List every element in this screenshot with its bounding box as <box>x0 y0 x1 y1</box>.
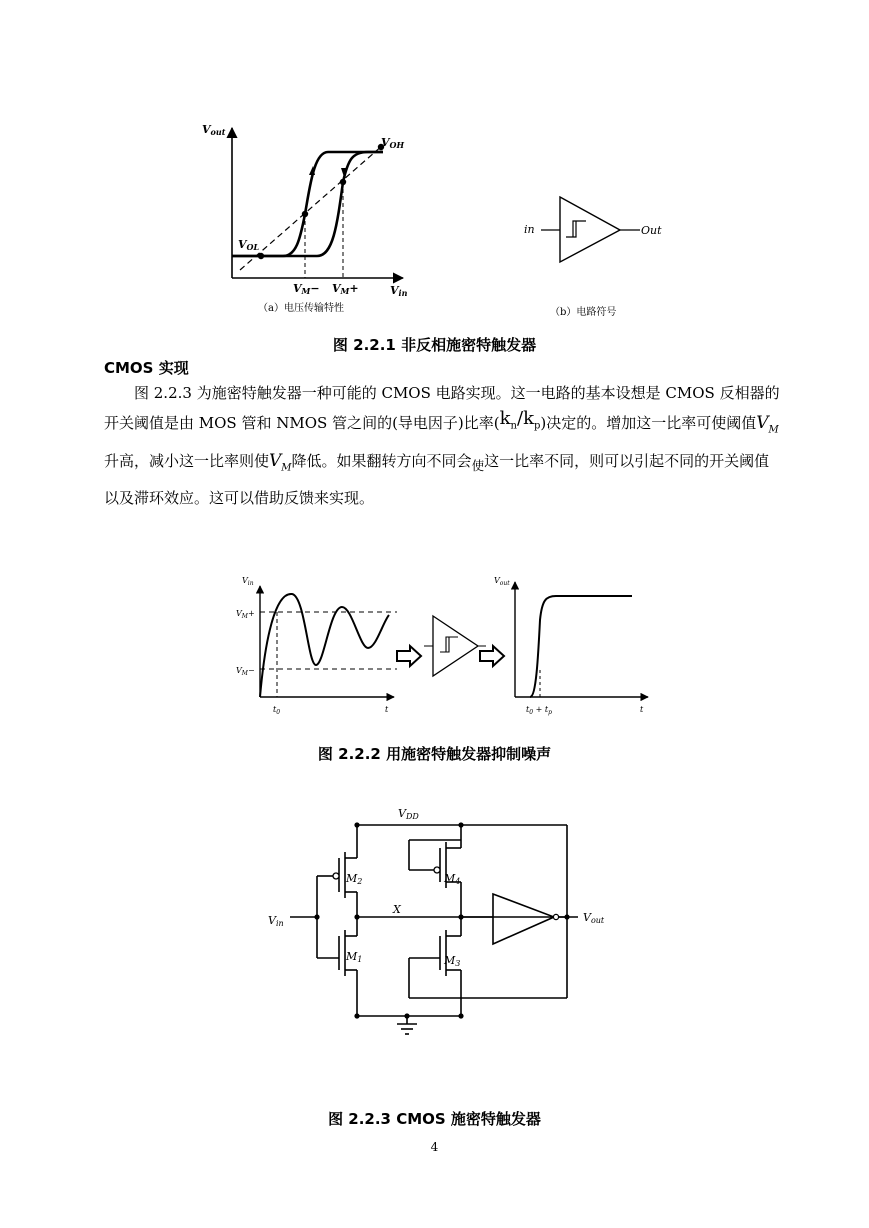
svg-text:VM+: $V_M+$ <box>236 609 255 620</box>
vol-label: V <box>238 238 247 251</box>
svg-text:M1: M1 <box>346 950 363 964</box>
figure-1-caption: 图 2.2.1 非反相施密特触发器 <box>332 336 537 354</box>
subcaption-a: （a）电压传输特性 <box>258 303 344 314</box>
dashed-line <box>240 145 383 270</box>
svg-text:VM−: $V_M-$ <box>236 666 255 677</box>
svg-text:Vout: Vout <box>202 123 226 137</box>
vout-clean-signal <box>530 596 632 697</box>
arrow-icon-2 <box>480 646 504 666</box>
figure-cmos-schmitt <box>0 795 869 1035</box>
symbol-out-label: Out <box>641 224 662 237</box>
hysteresis-icon <box>566 221 586 237</box>
symbol-in-label: in <box>524 223 535 236</box>
m3-label: M <box>444 954 456 967</box>
figure-noise-suppression <box>0 560 869 730</box>
m1-label: M <box>346 950 358 963</box>
svg-text:Vout: Vout <box>583 911 605 925</box>
vm-minus-label: V <box>293 282 302 295</box>
vout-label: V <box>202 123 211 136</box>
svg-text:t: t <box>385 705 389 714</box>
svg-text:VDD: VDD <box>398 807 419 821</box>
svg-text:VOH: VOH <box>381 136 405 150</box>
vm-plus-label: V <box>332 282 341 295</box>
curve-low <box>232 152 383 256</box>
svg-text:VOL: VOL <box>238 238 260 252</box>
figure-2-caption: 图 2.2.2 用施密特触发器抑制噪声 <box>317 745 552 763</box>
vout-label: V <box>583 911 591 924</box>
voh-label: V <box>381 136 390 149</box>
schmitt-symbol <box>560 197 620 262</box>
svg-text:M4: M4 <box>444 872 461 886</box>
svg-text:t0 + tp: $t_0 + t_p$ <box>526 705 552 716</box>
svg-text:t: t <box>640 705 644 714</box>
svg-text:Vout: $V_{out}$ <box>494 576 510 587</box>
x-node-label: X <box>393 903 401 916</box>
page-number: 4 <box>430 1140 439 1154</box>
svg-text:VM−: VM− <box>293 282 320 296</box>
m4-label: M <box>444 872 456 885</box>
vin-noisy-signal <box>260 594 389 697</box>
vin-label: V <box>268 914 276 927</box>
svg-text:VM+: VM+ <box>332 282 359 296</box>
svg-text:t0: $t_0$ <box>273 705 281 716</box>
svg-text:M3: M3 <box>444 954 461 968</box>
svg-text:Vin: Vin <box>268 914 284 928</box>
figure-3-caption: 图 2.2.3 CMOS 施密特触发器 <box>328 1110 541 1128</box>
body-paragraph: 图 2.2.3 为施密特触发器一种可能的 CMOS 电路实现。这一电路的基本设想是 CMOS 反相器的 开关阈值是由 MOS 管和 NMOS 管之间的(导电因子)比率$(k_n/k_p)$决定的。增加这一比率可使阈值$V_M$升高，减小这一比率则使$V_M$降低。如果翻转方向不同会$_使$这一比率不同，则可以引起不同的开关阈值以及滞环效应。这可以借助反馈来实现。 <box>104 384 780 507</box>
subcaption-b: （b）电路符号 <box>550 307 617 318</box>
arrow-icon <box>397 646 421 666</box>
figure-hysteresis <box>0 0 869 330</box>
vdd-label: V <box>398 807 406 820</box>
svg-text:Vin: Vin <box>390 284 408 298</box>
section-title: CMOS 实现 <box>104 359 189 377</box>
m2-label: M <box>346 872 358 885</box>
svg-text:Vin: $V_{in}$ <box>242 576 254 587</box>
svg-text:M2: M2 <box>346 872 363 886</box>
vin-label: V <box>390 284 399 297</box>
